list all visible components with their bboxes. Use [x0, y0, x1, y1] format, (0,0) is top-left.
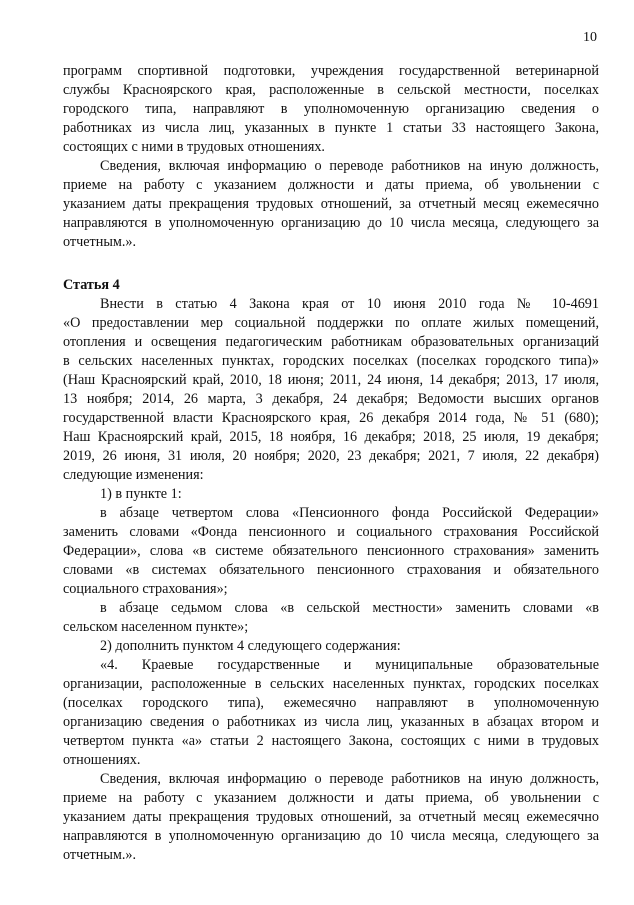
text-line: Наш Красноярский край, 2015, 18 ноября, 16 декабря; 2018, 25 июля, 19 декабря; [63, 429, 599, 445]
text-line: отчетным.». [63, 234, 137, 250]
text-line: четвертом пункта «а» статьи 2 настоящего Закона, состоящих с ними в трудовых [63, 733, 599, 749]
text-line: программ спортивной подготовки, учреждения государственной ветеринарной [63, 63, 599, 79]
text-line: приеме на работу с указанием должности и даты приема, об увольнении с [63, 790, 599, 806]
page-number: 10 [583, 30, 597, 45]
text-line: Внести в статью 4 Закона края от 10 июня 2010 года № 10-4691 [100, 296, 599, 312]
text-line: следующие изменения: [63, 467, 204, 483]
text-line: состоящих с ними в трудовых отношениях. [63, 139, 325, 155]
text-line: «4. Краевые государственные и муниципальные образовательные [100, 657, 599, 673]
text-line: приеме на работу с указанием должности и даты приема, об увольнении с [63, 177, 599, 193]
text-line: Сведения, включая информацию о переводе работников на иную должность, [100, 771, 599, 787]
text-line: 1) в пункте 1: [100, 486, 182, 502]
text-line: отношениях. [63, 752, 141, 768]
text-line: организацию сведения о работниках из числа лиц, указанных в абзацах втором и [63, 714, 599, 730]
text-line: работниках из числа лиц, указанных в пункте 1 статьи 33 настоящего Закона, [63, 120, 599, 136]
text-line: городского типа, направляют в уполномоченную организацию сведения о [63, 101, 599, 117]
text-line: Федерации», слова «в системе обязательного пенсионного страхования» заменить [63, 543, 599, 559]
text-line: направляются в уполномоченную организацию до 10 числа месяца, следующего за [63, 215, 599, 231]
text-line: «О предоставлении мер социальной поддержки по оплате жилых помещений, [63, 315, 599, 331]
article-heading: Статья 4 [63, 277, 120, 293]
text-line: службы Красноярского края, расположенные в сельской местности, поселках [63, 82, 599, 98]
text-line: указанием даты прекращения трудовых отношений, за отчетный месяц ежемесячно [63, 809, 599, 825]
paragraph-gap [63, 252, 599, 276]
text-line: в абзаце четвертом слова «Пенсионного фонда Российской Федерации» [100, 505, 599, 521]
text-line: государственной власти Красноярского края, 26 декабря 2014 года, № 51 (680); [63, 410, 599, 426]
text-line: в сельских населенных пунктах, городских поселках (поселках городского типа)» [63, 353, 599, 369]
text-line: 13 ноября; 2014, 26 марта, 3 декабря, 24 декабря; Ведомости высших органов [63, 391, 599, 407]
text-line: (поселках городского типа), ежемесячно направляют в уполномоченную [63, 695, 599, 711]
text-line: Сведения, включая информацию о переводе работников на иную должность, [100, 158, 599, 174]
text-line: социального страхования»; [63, 581, 228, 597]
text-line: 2019, 26 июня, 31 июля, 20 ноября; 2020, 23 декабря; 2021, 7 июля, 22 декабря) [63, 448, 599, 464]
text-line: отчетным.». [63, 847, 137, 863]
text-line: сельском населенном пункте»; [63, 619, 249, 635]
text-line: (Наш Красноярский край, 2010, 18 июня; 2011, 24 июня, 14 декабря; 2013, 17 июля, [63, 372, 599, 388]
text-line: отопления и освещения педагогическим работникам образовательных организаций [63, 334, 599, 350]
text-line: заменить словами «Фонда пенсионного и социального страхования Российской [63, 524, 599, 540]
text-line: направляются в уполномоченную организацию до 10 числа месяца, следующего за [63, 828, 599, 844]
text-line: словами «в системах обязательного пенсионного страхования и обязательного [63, 562, 599, 578]
text-line: в абзаце седьмом слова «в сельской местности» заменить словами «в [100, 600, 599, 616]
text-line: указанием даты прекращения трудовых отношений, за отчетный месяц ежемесячно [63, 196, 599, 212]
text-line: организации, расположенные в сельских населенных пунктах, городских поселках [63, 676, 599, 692]
document-body [63, 62, 599, 865]
text-line: 2) дополнить пунктом 4 следующего содержания: [100, 638, 401, 654]
